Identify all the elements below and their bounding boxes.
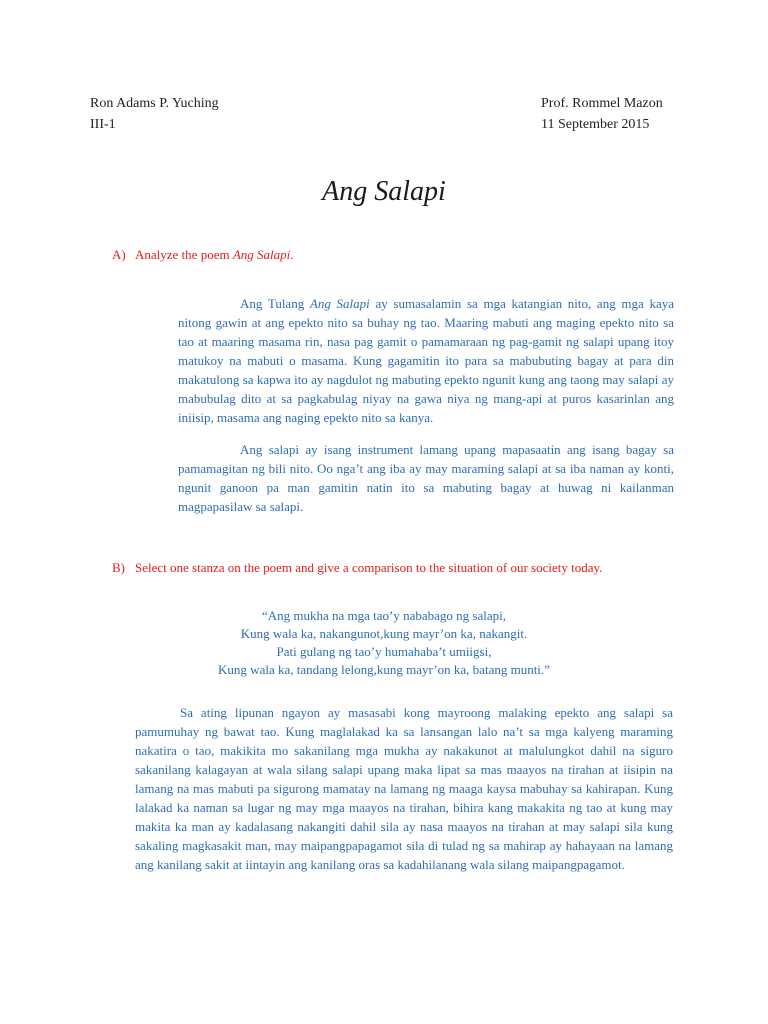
answer-a-paragraph-2: Ang salapi ay isang instrument lamang upang mapasaatin ang isang bagay sa pamamagitan ng bili nito. Oo nga’t ang iba ay may maraming salapi at sa iba naman ay konti, ngunit ganoon pa man gamitin natin ito sa mabuting bagay at huwag ni kailanman magpapasilaw sa salapi. [178,442,674,514]
header-right [541,93,663,135]
question-a [112,247,294,263]
question-b-text: Select one stanza on the poem and give a comparison to the situation of our society today. [135,560,603,575]
author-name: Ron Adams P. Yuching [90,96,219,111]
answer-a-p1-start: Ang Tulang [240,296,310,311]
answer-b-paragraph: Sa ating lipunan ngayon ay masasabi kong mayroong malaking epekto ang salapi sa pamumuhay ng bawat tao. Kung maglalakad ka sa lansangan lalo na’t sa mga kalyeng maraming nakatira o tao, makikita mo sakanilang mga mukha ay nakakunot at malulungkot dahil na siguro sakanilang kalagayan at wala silang salapi upang maka lipat sa mas maayos na tirahan at iisipin na lamang na mas mabuti pa sigurong mamatay na lamang ng maaga kaysa mabuhay sa kahirapan. Kung lalakad ka naman sa lugar ng may mga maayos na tirahan, bihira kang makakita ng tao at kung may makita ka man ay kadalasang nakangiti dahil sila ay nasa maayos na tirahan at may salapi sila kung sakaling magkasakit man, may maipangpapagamot sila di tulad ng sa mahirap ay hahayaan na lamang ang kanilang sakit at iintayin ang kanilang oras sa kadahilanang wala silang maipangpagamot. [135,705,673,872]
professor-name: Prof. Rommel Mazon [541,96,663,111]
stanza-line: “Ang mukha na mga tao’y nababago ng salapi, [261,608,507,623]
document-title: Ang Salapi [322,176,446,207]
question-a-letter: A) [112,247,126,262]
answer-a-p1-poem-title: Ang Salapi [309,296,370,311]
poem-stanza [0,607,768,679]
stanza-line: Kung wala ka, tandang lelong,kung mayr’on ka, batang munti.” [218,662,550,677]
stanza-line: Pati gulang ng tao’y humahaba’t umiigsi, [276,644,492,659]
document-date: 11 September 2015 [541,117,650,132]
answer-a-p1-rest: ay sumasalamin sa mga katangian nito, ang mga kaya nitong gawin at ang epekto nito sa buhay ng tao. Maaring mabuti ang maging epekto nito sa tao at maaring masama rin, nasa pag gamit o pamamaraan ng pag-gamit ng salapi upang itoy matukoy na mabuti o masama. Kung gagamitin ito para sa mabubuting bagay at para din makatulong sa kapwa ito ay nagdulot ng mabuting epekto ngunit kung ang taong may salapi ay mabubulag dito at sa pagkabulag niyay na gawa niya ng mang-api at puros kasarinlan ang iniisip, masama ang naging epekto nito sa kanya. [178,296,674,425]
question-a-text: Analyze the poem [135,247,233,262]
question-b-letter: B) [112,560,125,575]
question-a-period: . [290,247,294,262]
question-a-poem-title: Ang Salapi [232,247,291,262]
header-left [90,93,219,135]
stanza-line: Kung wala ka, nakangunot,kung mayr’on ka, nakangit. [240,626,528,641]
answer-a-paragraph-1 [178,294,674,427]
class-section: III-1 [90,117,116,132]
question-b [112,560,602,576]
